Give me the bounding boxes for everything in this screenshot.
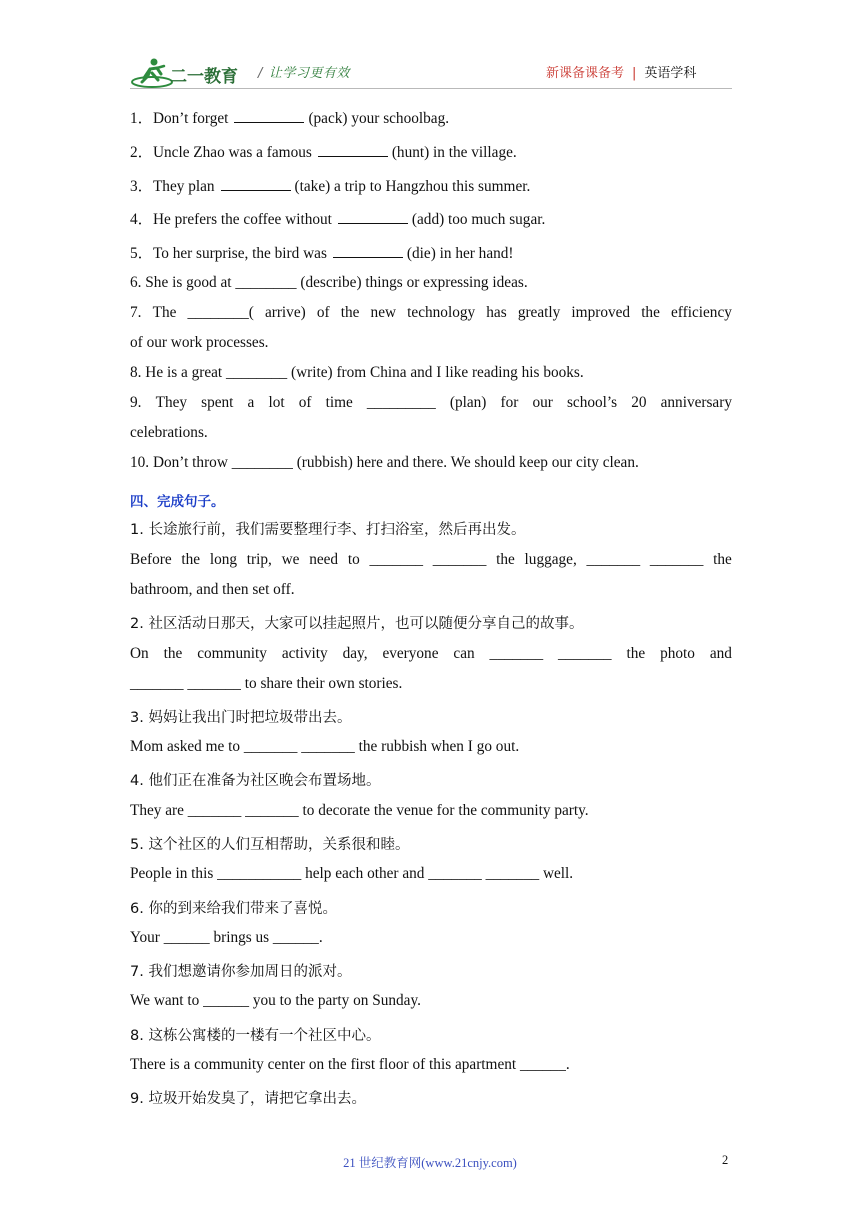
tag-subject: 英语学科 [644, 66, 697, 81]
page-number: 2 [722, 1153, 729, 1167]
answer-blank [234, 109, 304, 123]
question-3: 3．They plan (take) a trip to Hangzhou this summer. [130, 178, 531, 195]
q2-english-line1: On the community activity day, everyone can _______ _______ the photo and [130, 645, 732, 662]
answer-blank [318, 143, 388, 157]
question-9-line1: 9. They spent a lot of time _________ (plan) for our school’s 20 anniversary [130, 394, 732, 411]
slogan: / 让学习更有效 [258, 66, 350, 81]
q8-chinese: 8. 这栋公寓楼的一楼有一个社区中心。 [130, 1028, 381, 1044]
q6-english: Your ______ brings us ______. [130, 929, 323, 946]
q6-chinese: 6. 你的到来给我们带来了喜悦。 [130, 901, 337, 917]
tag-course-prep: 新课备课备考 [546, 66, 625, 81]
q2-chinese: 2. 社区活动日那天，大家可以挂起照片，也可以随便分享自己的故事。 [130, 616, 584, 632]
q7-english: We want to ______ you to the party on Sunday. [130, 992, 421, 1009]
q4-english: They are _______ _______ to decorate the venue for the community party. [130, 802, 589, 819]
question-4: 4．He prefers the coffee without (add) too much sugar. [130, 211, 546, 228]
q3-english: Mom asked me to _______ _______ the rubbish when I go out. [130, 738, 520, 755]
header-divider [130, 88, 732, 89]
question-2: 2．Uncle Zhao was a famous (hunt) in the village. [130, 144, 517, 161]
footer-site: 21 世纪教育网(www.21cnjy.com) [343, 1156, 517, 1170]
q3-chinese: 3. 妈妈让我出门时把垃圾带出去。 [130, 710, 352, 726]
page-header [0, 0, 860, 100]
question-6: 6. She is good at ________ (describe) things or expressing ideas. [130, 274, 528, 291]
q8-english: There is a community center on the first floor of this apartment ______. [130, 1056, 570, 1073]
q5-english: People in this ___________ help each other and _______ _______ well. [130, 865, 574, 882]
q9-chinese: 9. 垃圾开始发臭了，请把它拿出去。 [130, 1091, 366, 1107]
question-8: 8. He is a great ________ (write) from China and I like reading his books. [130, 364, 584, 381]
q4-chinese: 4. 他们正在准备为社区晚会布置场地。 [130, 773, 381, 789]
question-1: 1．Don’t forget (pack) your schoolbag. [130, 110, 450, 127]
q2-english-line2: _______ _______ to share their own stories. [130, 675, 403, 692]
answer-blank [338, 210, 408, 224]
question-7-line1: 7. The ________( arrive) of the new technology has greatly improved the efficiency [130, 304, 732, 321]
q1-english-line1: Before the long trip, we need to _______ _______ the luggage, _______ _______ the [130, 551, 732, 568]
question-9-line2: celebrations. [130, 424, 208, 441]
answer-blank [221, 177, 291, 191]
tag-separator: | [632, 66, 637, 81]
q1-chinese: 1. 长途旅行前，我们需要整理行李、打扫浴室，然后再出发。 [130, 522, 526, 538]
header-tags [546, 62, 696, 81]
logo-text: 二一教育 [170, 67, 238, 87]
question-10: 10. Don’t throw ________ (rubbish) here and there. We should keep our city clean. [130, 454, 639, 471]
slogan-text: 让学习更有效 [268, 66, 350, 81]
q1-english-line2: bathroom, and then set off. [130, 581, 295, 598]
q7-chinese: 7. 我们想邀请你参加周日的派对。 [130, 964, 352, 980]
question-7-line2: of our work processes. [130, 334, 269, 351]
question-5: 5．To her surprise, the bird was (die) in her hand! [130, 245, 514, 262]
answer-blank [333, 244, 403, 258]
q5-chinese: 5. 这个社区的人们互相帮助，关系很和睦。 [130, 837, 410, 853]
brand-logo [130, 56, 242, 92]
section-4-title: 四、完成句子。 [130, 494, 225, 510]
